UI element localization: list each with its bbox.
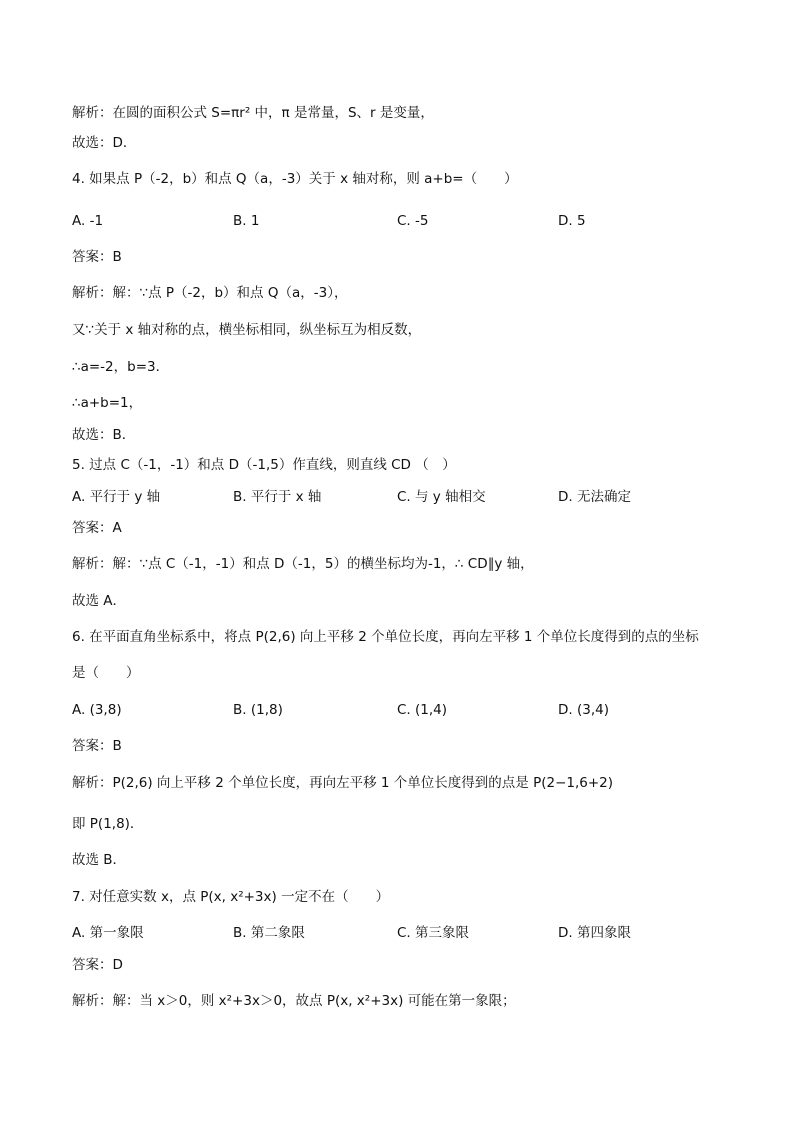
q4-conclusion: 故选：B． bbox=[72, 427, 136, 443]
q4-option-d: D. 5 bbox=[558, 213, 586, 229]
q4-option-c: C. -5 bbox=[397, 213, 429, 229]
q5-option-b: B. 平行于 x 轴 bbox=[233, 489, 322, 505]
q5-explanation-1: 解析：解：∵点 C（-1，-1）和点 D（-1，5）的横坐标均为-1，∴ CD∥y 轴， bbox=[72, 556, 534, 572]
question-6-line-2: 是（ ） bbox=[72, 665, 140, 681]
q5-option-c: C. 与 y 轴相交 bbox=[397, 489, 486, 505]
q6-option-a: A. (3,8) bbox=[72, 702, 122, 718]
q7-explanation-1: 解析：解：当 x＞0，则 x²+3x＞0，故点 P(x, x²+3x) 可能在第一象限； bbox=[72, 993, 516, 1009]
question-7: 7. 对任意实数 x，点 P(x, x²+3x) 一定不在（ ） bbox=[72, 889, 390, 905]
q5-option-d: D. 无法确定 bbox=[558, 489, 631, 505]
q6-explanation-1: 解析：P(2,6) 向上平移 2 个单位长度，再向左平移 1 个单位长度得到的点是 P(2−1,6+2) bbox=[72, 775, 614, 791]
q6-option-c: C. (1,4) bbox=[397, 702, 448, 718]
q4-explanation-2: 又∵关于 x 轴对称的点，横坐标相同，纵坐标互为相反数， bbox=[72, 322, 422, 338]
q6-option-d: D. (3,4) bbox=[558, 702, 609, 718]
question-4: 4. 如果点 P（-2，b）和点 Q（a，-3）关于 x 轴对称，则 a+b=（ ） bbox=[72, 171, 518, 187]
q6-explanation-2: 即 P(1,8)． bbox=[72, 816, 144, 832]
q4-explanation-1: 解析：解：∵点 P（-2，b）和点 Q（a，-3）， bbox=[72, 285, 348, 301]
q5-conclusion: 故选 A． bbox=[72, 593, 127, 609]
conclusion-q3: 故选：D． bbox=[72, 135, 137, 151]
q6-conclusion: 故选 B． bbox=[72, 852, 127, 868]
q4-explanation-3: ∴a=-2，b=3． bbox=[72, 359, 170, 375]
q7-answer: 答案：D bbox=[72, 957, 123, 973]
q4-answer: 答案：B bbox=[72, 249, 122, 265]
q6-answer: 答案：B bbox=[72, 738, 122, 754]
q7-option-a: A. 第一象限 bbox=[72, 925, 144, 941]
q4-option-b: B. 1 bbox=[233, 213, 260, 229]
q5-option-a: A. 平行于 y 轴 bbox=[72, 489, 161, 505]
q7-option-c: C. 第三象限 bbox=[397, 925, 470, 941]
explanation-q3: 解析：在圆的面积公式 S=πr² 中，π 是常量，S、r 是变量， bbox=[72, 105, 434, 121]
question-6-line-1: 6. 在平面直角坐标系中，将点 P(2,6) 向上平移 2 个单位长度，再向左平移 1 个单位长度得到的点的坐标 bbox=[72, 629, 699, 645]
q7-option-d: D. 第四象限 bbox=[558, 925, 631, 941]
q5-answer: 答案：A bbox=[72, 520, 122, 536]
q7-option-b: B. 第二象限 bbox=[233, 925, 305, 941]
question-5: 5. 过点 C（-1，-1）和点 D（-1,5）作直线，则直线 CD （ ） bbox=[72, 457, 456, 473]
q4-option-a: A. -1 bbox=[72, 213, 104, 229]
q4-explanation-4: ∴a+b=1， bbox=[72, 395, 143, 411]
q6-option-b: B. (1,8) bbox=[233, 702, 283, 718]
